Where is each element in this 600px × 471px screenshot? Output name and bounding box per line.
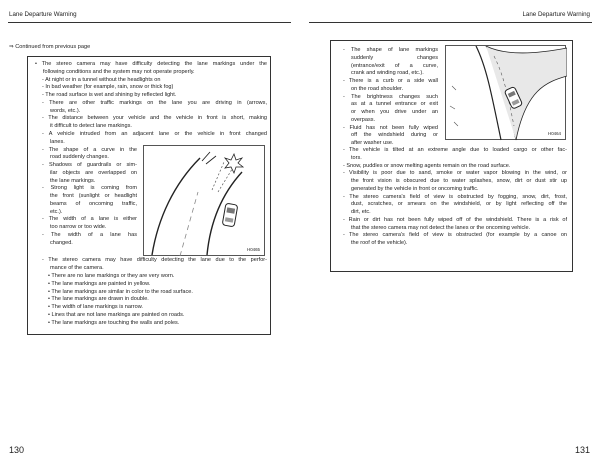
list-item: suddenly changes	[351, 54, 438, 61]
list-item: as at a tunnel entrance or exit	[351, 101, 438, 108]
bullet-item: • The lane markings are touching the walls and poles.	[48, 319, 180, 326]
list-item: dirt, etc.	[351, 209, 371, 215]
list-item: - There is a curb or a side wall	[343, 78, 438, 84]
list-item: - In bad weather (for example, rain, snow or thick fog)	[42, 84, 174, 91]
list-item: it difficult to detect lane markings.	[50, 123, 132, 129]
right-conditions-full	[343, 147, 567, 248]
curve-lane-illustration	[144, 146, 266, 257]
list-item: mance of the camera.	[50, 264, 104, 271]
list-item: - The stereo camera's field of view is obstructed by fogging, snow, dirt, frost,	[343, 193, 567, 200]
bullet-item: • Lines that are not lane markings are painted on roads.	[48, 311, 185, 318]
left-header-rule	[8, 22, 291, 23]
list-item: road suddenly changes.	[50, 154, 109, 161]
list-item: generated by the vehicle in front or oncoming traffic.	[351, 185, 479, 192]
bullet-item: • There are no lane markings or they are very worn.	[48, 273, 175, 279]
text-line: • The stereo camera may have difficulty detecting the lane markings under the	[35, 61, 267, 67]
bullet-item: • The lane markings are painted in yellow.	[48, 280, 151, 287]
list-item: - The shape of lane markings	[343, 47, 438, 53]
left-warning-box	[27, 56, 271, 335]
list-item: - The width of a lane has	[42, 231, 137, 238]
list-item: - Strong light is coming from	[42, 185, 137, 192]
list-item: ilar objects are overlapped on	[50, 169, 137, 176]
list-item: too narrow or too wide.	[50, 224, 107, 230]
list-item: - There are other traffic markings on the lane you are driving in (arrows,	[42, 99, 267, 106]
list-item: the front (sunlight or headlight	[50, 193, 137, 199]
vehicle-icon	[222, 203, 238, 227]
list-item: after washer use.	[351, 140, 394, 146]
list-item: - The shape of a curve in the	[42, 146, 137, 153]
right-header-rule	[309, 22, 592, 23]
list-item: - Fluid has not been fully wiped	[343, 124, 438, 131]
list-item: words, etc.).	[50, 107, 81, 114]
list-item: the lane markings.	[50, 177, 96, 184]
figure-lane-curve	[143, 145, 265, 256]
left-page-number: 130	[9, 445, 25, 455]
list-item: - The stereo camera's field of view is obstructed (for example by a canoe on	[343, 232, 567, 239]
list-item: - The distance between your vehicle and the vehicle in front is short, making	[42, 115, 267, 122]
list-item: - A vehicle intruded from an adjacent lane or the vehicle in front changed	[42, 130, 267, 137]
left-camera-performance	[42, 257, 267, 273]
list-item: crank and winding road, etc.).	[351, 70, 424, 77]
list-item: etc.).	[50, 208, 63, 215]
left-conditions-narrow	[42, 147, 137, 248]
list-item: - Snow, puddles or snow melting agents remain on the road surface.	[343, 162, 511, 169]
bullet-item: • The lane markings are drawn in double.	[48, 296, 149, 303]
list-item: beams of oncoming traffic,	[50, 200, 137, 207]
list-item: - The road surface is wet and shining by reflected light.	[42, 92, 177, 98]
list-item: changed.	[50, 239, 73, 246]
list-item: - The brightness changes such	[343, 93, 438, 100]
left-header-title: Lane Departure Warning	[9, 11, 77, 18]
left-marking-bullets	[48, 273, 263, 327]
text-line: following conditions and the system may not operate properly.	[43, 68, 195, 75]
figure-id: H0465	[247, 247, 260, 252]
right-conditions-narrow	[343, 47, 438, 148]
list-item: - The width of a lane is either	[42, 216, 137, 223]
list-item: - At night or in a tunnel without the headlights on	[42, 76, 161, 83]
list-item: or when you drive under an	[351, 109, 438, 115]
list-item: lanes.	[50, 138, 65, 145]
left-intro	[35, 61, 267, 77]
figure-curb-wall	[445, 45, 566, 140]
right-header-title: Lane Departure Warning	[522, 11, 590, 18]
list-item: (entrance/exit of a curve,	[351, 62, 438, 69]
left-conditions-full	[42, 77, 267, 147]
continued-note: ⇒ Continued from previous page	[9, 44, 91, 50]
list-item: the front vision is obscured due to water splashes, snow, dirt or dust stir up	[351, 178, 567, 184]
star-burst-icon	[225, 154, 243, 173]
right-page-number: 131	[574, 445, 590, 455]
list-item: off the windshield during or	[351, 132, 438, 139]
list-item: - The stereo camera may have difficulty detecting the lane due to the perfor-	[42, 257, 267, 263]
curb-wall-illustration	[446, 46, 567, 141]
right-warning-box	[330, 40, 573, 272]
list-item: on the road shoulder.	[351, 85, 404, 92]
bullet-item: • The width of lane markings is narrow.	[48, 304, 143, 310]
list-item: - Shadows of guardrails or sim-	[42, 162, 137, 168]
list-item: - The vehicle is tilted at an extreme angle due to loaded cargo or other fac-	[343, 147, 567, 153]
list-item: the roof of the vehicle).	[351, 240, 408, 246]
bullet-item: • The lane markings are similar in color to the road surface.	[48, 288, 193, 295]
list-item: - Rain or dirt has not been fully wiped off of the windshield. There is a risk of	[343, 216, 567, 223]
list-item: that the stereo camera may not detect the lanes or the oncoming vehicle.	[351, 224, 531, 231]
list-item: dust, scratches, or smears on the windshield, or by light reflecting off the	[351, 201, 567, 208]
list-item: tors.	[351, 154, 362, 161]
list-item: overpass.	[351, 116, 376, 123]
list-item: - Visibility is poor due to sand, smoke or water vapor blowing in the wind, or	[343, 170, 567, 177]
figure-id: H0464	[548, 131, 561, 136]
